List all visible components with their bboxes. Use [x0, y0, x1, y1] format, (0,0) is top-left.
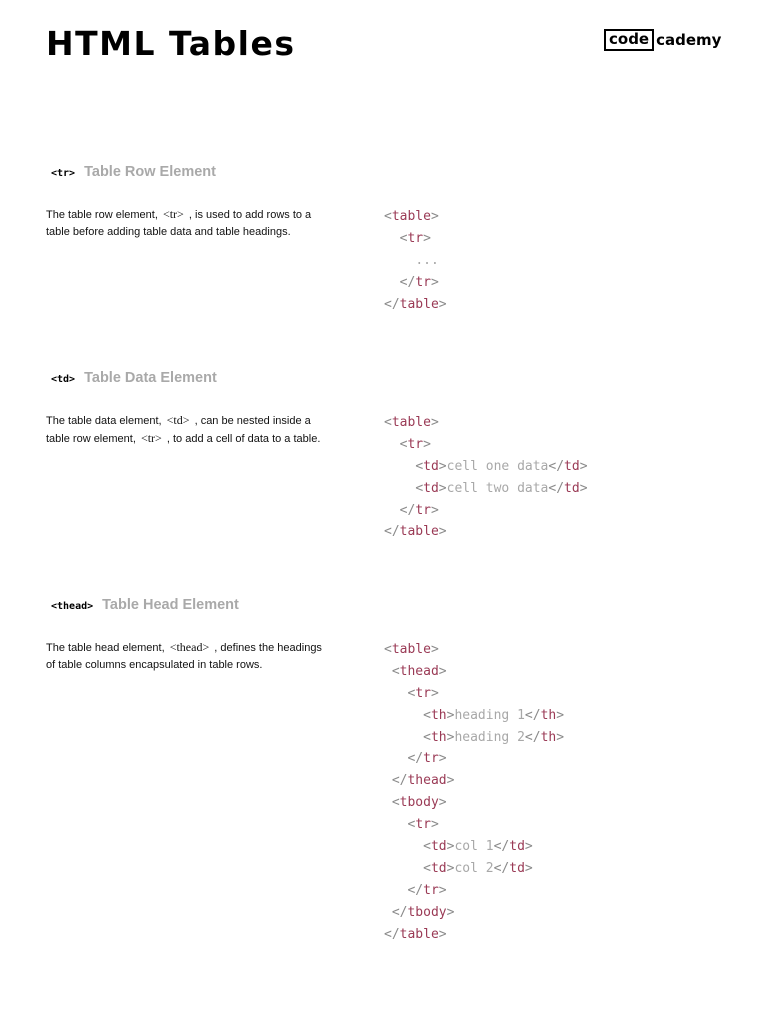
- desc-inline-tag: <tr>: [140, 431, 162, 445]
- code-bracket: <: [407, 817, 416, 833]
- code-tag-name: table: [391, 209, 431, 224]
- code-text: ...: [415, 252, 439, 268]
- code-text: col 2: [454, 860, 494, 876]
- code-indent: [384, 664, 392, 679]
- desc-text: The table row element,: [46, 209, 158, 221]
- code-bracket: >: [438, 480, 447, 496]
- code-bracket: >: [423, 436, 431, 452]
- code-example: [384, 206, 447, 315]
- code-line: [384, 770, 564, 792]
- code-tag-name: tr: [407, 230, 424, 246]
- code-text: col 1: [454, 839, 494, 855]
- code-text: cell one data: [446, 458, 549, 474]
- desc-text: The table data element,: [46, 415, 162, 427]
- code-text: heading 1: [454, 707, 525, 723]
- code-tag-name: td: [423, 480, 439, 496]
- code-bracket: >: [524, 860, 533, 876]
- code-tag-name: table: [391, 415, 431, 430]
- code-bracket: >: [446, 773, 455, 789]
- code-line: [384, 434, 588, 456]
- code-tag-name: tr: [415, 817, 431, 833]
- code-line: [384, 206, 447, 228]
- code-tag-name: th: [540, 707, 557, 723]
- code-bracket: <: [384, 642, 392, 657]
- code-bracket: </: [384, 524, 400, 540]
- desc-inline-tag: <tr>: [162, 207, 184, 221]
- code-tag-name: td: [430, 860, 447, 876]
- code-tag-name: td: [430, 839, 447, 855]
- code-bracket: >: [438, 663, 447, 679]
- code-line: [384, 683, 564, 705]
- logo-cademy-text: cademy: [656, 31, 722, 49]
- code-tag-name: td: [564, 480, 580, 496]
- code-line: [384, 727, 564, 749]
- code-bracket: </: [384, 296, 400, 312]
- desc-inline-tag: <thead>: [169, 640, 210, 654]
- section-tag: <thead>: [51, 601, 94, 612]
- code-indent: [384, 686, 407, 701]
- code-line: [384, 500, 588, 522]
- code-tag-name: thead: [407, 773, 447, 789]
- code-tag-name: table: [399, 926, 439, 942]
- code-bracket: <: [415, 458, 424, 474]
- section-header: [51, 597, 239, 613]
- code-bracket: <: [384, 209, 392, 224]
- section-header: [51, 370, 217, 386]
- code-line: [384, 478, 588, 500]
- code-bracket: >: [556, 729, 565, 745]
- code-bracket: </: [524, 729, 541, 745]
- code-indent: [384, 883, 407, 898]
- codecademy-logo[interactable]: [604, 29, 721, 51]
- code-tag-name: th: [540, 729, 557, 745]
- code-line: [384, 880, 564, 902]
- code-bracket: >: [430, 642, 439, 657]
- code-bracket: </: [548, 480, 565, 496]
- code-tag-name: table: [399, 524, 439, 540]
- code-line: [384, 639, 564, 661]
- section-description: [46, 639, 331, 674]
- code-line: [384, 836, 564, 858]
- code-bracket: </: [548, 458, 565, 474]
- code-bracket: </: [391, 904, 408, 920]
- code-indent: [384, 503, 400, 518]
- code-bracket: </: [493, 839, 510, 855]
- code-line: [384, 412, 588, 434]
- code-indent: [384, 253, 415, 268]
- code-bracket: </: [384, 926, 400, 942]
- code-bracket: </: [524, 707, 541, 723]
- code-bracket: </: [391, 773, 408, 789]
- code-bracket: >: [430, 685, 439, 701]
- section-description: [46, 206, 331, 241]
- code-bracket: </: [493, 860, 510, 876]
- code-indent: [384, 817, 407, 832]
- code-tag-name: td: [423, 458, 439, 474]
- code-tag-name: tr: [423, 882, 439, 898]
- code-bracket: >: [556, 707, 565, 723]
- code-tag-name: td: [564, 458, 580, 474]
- code-bracket: >: [579, 480, 588, 496]
- code-bracket: >: [446, 860, 455, 876]
- code-bracket: <: [423, 860, 431, 876]
- code-indent: [384, 905, 392, 920]
- code-bracket: >: [446, 839, 455, 855]
- code-bracket: <: [391, 795, 400, 811]
- desc-inline-tag: <td>: [166, 413, 190, 427]
- section-description: [46, 412, 331, 448]
- code-line: [384, 748, 564, 770]
- code-tag-name: tbody: [399, 795, 439, 811]
- code-bracket: <: [423, 707, 431, 723]
- code-bracket: >: [524, 839, 533, 855]
- code-indent: [384, 773, 392, 788]
- code-bracket: </: [407, 751, 424, 767]
- code-line: [384, 661, 564, 683]
- code-bracket: </: [399, 274, 416, 290]
- code-tag-name: tr: [407, 436, 424, 452]
- code-line: [384, 705, 564, 727]
- code-line: [384, 924, 564, 946]
- code-tag-name: td: [509, 860, 525, 876]
- code-text: cell two data: [446, 480, 549, 496]
- code-bracket: <: [399, 230, 408, 246]
- code-tag-name: tr: [415, 685, 431, 701]
- logo-code-box: code: [604, 29, 654, 51]
- desc-text: , defines the headings of table columns encapsulated in table rows.: [46, 642, 322, 671]
- code-bracket: <: [423, 729, 431, 745]
- code-bracket: >: [446, 729, 455, 745]
- code-bracket: </: [407, 882, 424, 898]
- code-line: [384, 456, 588, 478]
- code-indent: [384, 459, 415, 474]
- page-title: HTML Tables: [46, 24, 296, 63]
- code-bracket: >: [438, 795, 447, 811]
- code-line: [384, 228, 447, 250]
- code-indent: [384, 437, 400, 452]
- code-line: [384, 814, 564, 836]
- code-indent: [384, 275, 400, 290]
- code-tag-name: table: [399, 296, 439, 312]
- section-tag: <td>: [51, 374, 76, 385]
- code-indent: [384, 751, 407, 766]
- code-bracket: <: [399, 436, 408, 452]
- code-bracket: >: [438, 882, 447, 898]
- code-bracket: >: [438, 524, 447, 540]
- section-title: Table Row Element: [84, 164, 216, 180]
- section-title: Table Head Element: [102, 597, 239, 613]
- code-tag-name: table: [391, 642, 431, 657]
- code-line: [384, 250, 447, 272]
- code-indent: [384, 795, 392, 810]
- code-bracket: >: [430, 209, 439, 224]
- code-bracket: <: [384, 415, 392, 430]
- code-bracket: >: [579, 458, 588, 474]
- section-tag: <tr>: [51, 168, 76, 179]
- code-bracket: >: [430, 415, 439, 430]
- code-bracket: >: [438, 296, 447, 312]
- code-bracket: <: [423, 839, 431, 855]
- code-tag-name: tr: [415, 502, 431, 518]
- desc-text: The table head element,: [46, 642, 165, 654]
- code-bracket: >: [438, 926, 447, 942]
- code-tag-name: th: [430, 729, 447, 745]
- code-bracket: <: [407, 685, 416, 701]
- code-indent: [384, 730, 423, 745]
- section-title: Table Data Element: [84, 370, 217, 386]
- code-bracket: >: [446, 707, 455, 723]
- code-bracket: </: [399, 502, 416, 518]
- code-indent: [384, 481, 415, 496]
- code-bracket: >: [438, 751, 447, 767]
- code-tag-name: tbody: [407, 904, 447, 920]
- code-line: [384, 521, 588, 543]
- desc-text: , to add a cell of data to a table.: [166, 433, 321, 445]
- code-tag-name: thead: [399, 663, 439, 679]
- code-bracket: >: [430, 817, 439, 833]
- code-example: [384, 412, 588, 543]
- code-bracket: >: [430, 274, 439, 290]
- code-bracket: >: [430, 502, 439, 518]
- desc-text: , can be nested inside a table row element,: [46, 415, 311, 445]
- code-tag-name: th: [430, 707, 447, 723]
- code-bracket: >: [423, 230, 431, 246]
- code-indent: [384, 861, 423, 876]
- code-bracket: <: [391, 663, 400, 679]
- code-indent: [384, 708, 423, 723]
- code-text: heading 2: [454, 729, 525, 745]
- code-line: [384, 272, 447, 294]
- section-header: [51, 164, 216, 180]
- code-tag-name: tr: [415, 274, 431, 290]
- code-indent: [384, 839, 423, 854]
- code-bracket: >: [438, 458, 447, 474]
- code-line: [384, 858, 564, 880]
- code-line: [384, 294, 447, 316]
- code-example: [384, 639, 564, 945]
- code-bracket: >: [446, 904, 455, 920]
- code-line: [384, 902, 564, 924]
- code-tag-name: tr: [423, 751, 439, 767]
- code-bracket: <: [415, 480, 424, 496]
- code-tag-name: td: [509, 839, 525, 855]
- code-line: [384, 792, 564, 814]
- desc-text: , is used to add rows to a table before adding table data and table headings.: [46, 209, 312, 238]
- code-indent: [384, 231, 400, 246]
